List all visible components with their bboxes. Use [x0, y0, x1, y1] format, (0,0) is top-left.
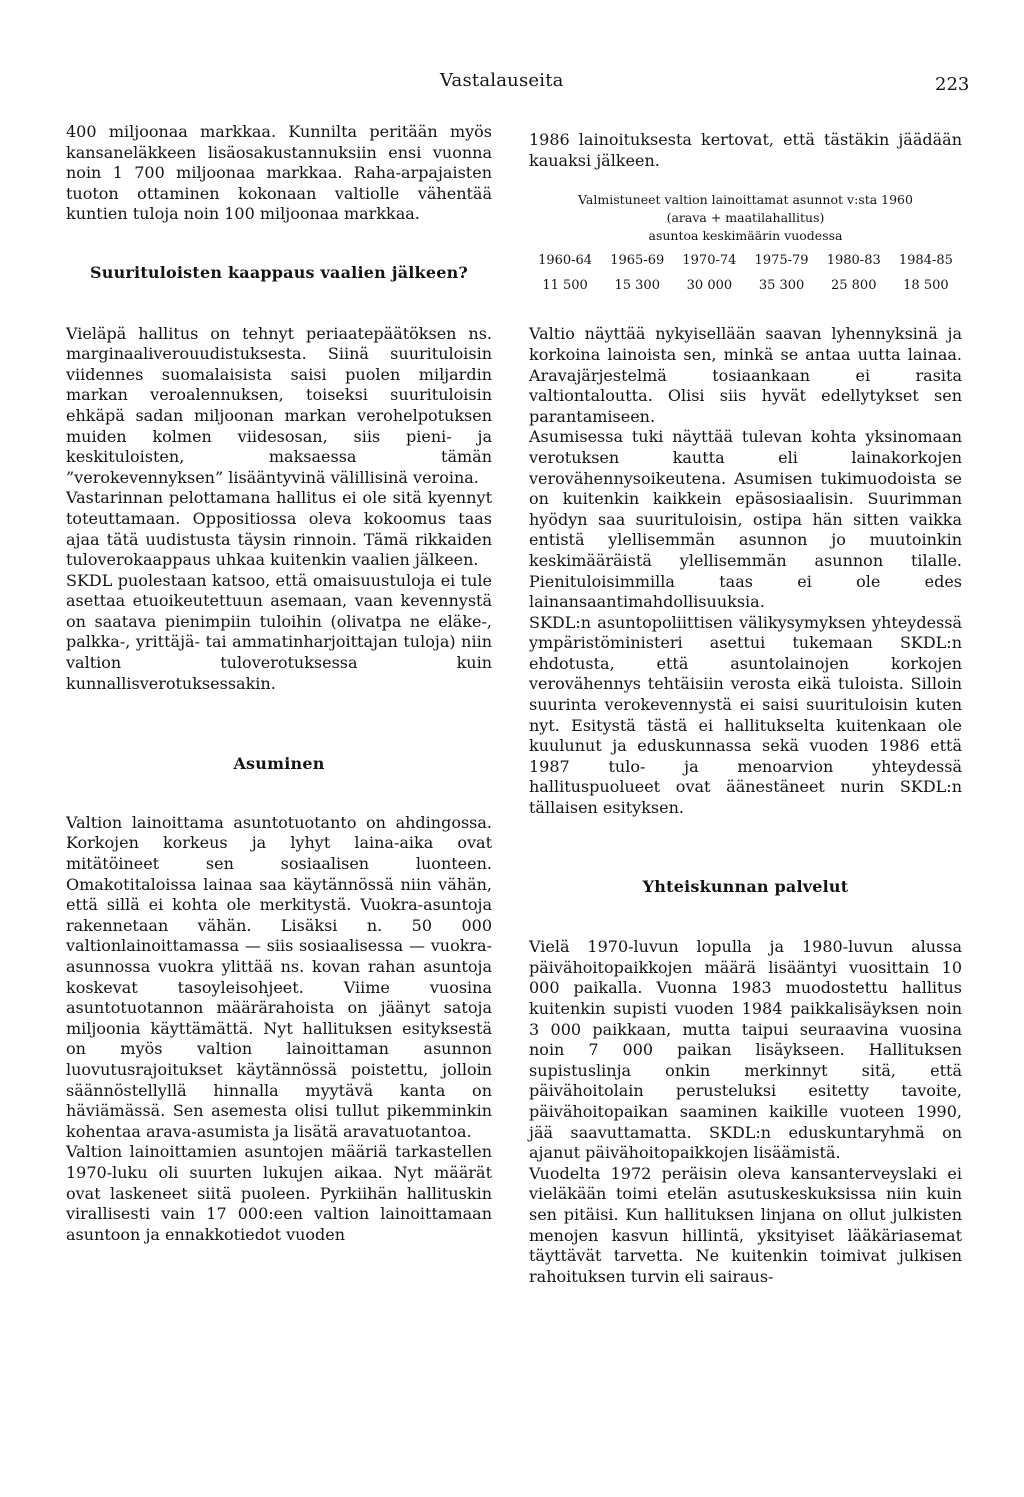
table-value-cell: 18 500	[903, 277, 949, 293]
paragraph: SKDL puolestaan katsoo, että omaisuustuloja ei tule asettaa etuoikeutettuun asemaan, vaan kevennystä on saatava pienimpiin tuloihin (olivatpa ne eläke-, palkka-, yrittäjä- tai ammatinharjoittajan tuloja) niin valtion tuloverotuksessa kuin kunnallisverotuksessakin.	[66, 570, 492, 693]
table-header-cell: 1970-74	[682, 253, 737, 269]
paragraph: Valtion lainoittamien asuntojen määriä tarkastellen 1970-luku oli suurten lukujen aikaa. Nyt määrät ovat laskeneet siitä puoleen. Pyrkiihän hallituskin virallisesti vain 17 000:een valtion lainoittamaan asuntoon ja ennakkotiedot vuoden	[66, 1142, 492, 1244]
table-header-cell: 1980-83	[826, 253, 881, 269]
section-heading: Yhteiskunnan palvelut	[642, 876, 849, 896]
table-header-cell: 1965-69	[610, 253, 665, 269]
table-value-cell: 15 300	[614, 277, 660, 293]
paragraph: Vielä 1970-luvun lopulla ja 1980-luvun alussa päivähoitopaikkojen määrä lisääntyi vuosittain 10 000 paikalla. Vuonna 1983 muodostettu hallitus kuitenkin supisti vuoden 1984 paikkalisäyksen noin 3 000 paikkaan, mutta taipui seuraavina vuosina noin 7 000 paikan lisäykseen. Hallituksen supistuslinja onkin merkinnyt sitä, että päivähoitolain perusteluksi esitetty tavoite, päivähoitopaikan saaminen kaikille vuoteen 1990, jää saavuttamatta. SKDL:n eduskuntaryhmä on ajanut päivähoitopaikkojen lisäämistä.	[529, 937, 962, 1163]
paragraph: Vastarinnan pelottamana hallitus ei ole sitä kyennyt toteuttamaan. Oppositiossa oleva kokoomus taas ajaa tätä uudistusta täysin rinnoin. Tämä rikkaiden tuloverokaappaus uhkaa kuitenkin vaalien jälkeen.	[66, 488, 492, 570]
page-number: 223	[935, 74, 970, 95]
table-value-cell: 25 800	[830, 277, 877, 293]
table-caption: (arava + maatilahallitus)	[666, 210, 825, 226]
paragraph: 1986 lainoituksesta kertovat, että tästäkin jäädään kauaksi jälkeen.	[529, 130, 962, 170]
paragraph: Asumisessa tuki näyttää tulevan kohta yksinomaan verotuksen kautta eli lainakorkojen verovähennysoikeutena. Asumisen tukimuodoista se on kuitenkin kaikkein epäsosiaalisin. Suurimman hyödyn saa suurituloisin, ostipa hän sitten vaikka entistä ylellisemmän asunnon jo muutoinkin keskimääräistä ylellisemmän asunnon tilalle. Pienituloisimmilla taas ei ole edes lainansaantimahdollisuuksia.	[529, 427, 962, 612]
paragraph: SKDL:n asuntopoliittisen välikysymyksen yhteydessä ympäristöministeri asettui tukemaan SKDL:n ehdotusta, että asuntolainojen korkojen verovähennys tehtäisiin verosta eikä tuloista. Silloin suurinta verokevennystä ei saisi suurituloisin kuten nyt. Esitystä tästä ei hallitukselta kuitenkaan ole kuulunut ja eduskunnassa sekä vuoden 1986 että 1987 tulo- ja menoarvion yhteydessä hallituspuolueet ovat äänestäneet nurin SKDL:n tällaisen esityksen.	[529, 612, 962, 818]
section-heading: Suurituloisten kaappaus vaalien jälkeen?	[90, 262, 468, 282]
paragraph: Valtion lainoittama asuntotuotanto on ahdingossa. Korkojen korkeus ja lyhyt laina-aika ovat mitätöineet sen sosiaalisen luonteen. Omakotitaloissa lainaa saa käytännössä niin vähän, että sillä ei kohta ole merkitystä. Vuokra-asuntoja rakennetaan vähän. Lisäksi n. 50 000 valtionlainoittamassa — siis sosiaalisessa — vuokra-asunnossa vuokra ylittää ns. kovan rahan asuntoja koskevat tasoyleisohjeet. Viime vuosina asuntotuotannon määrärahoista on jäänyt satoja miljoonia käyttämättä. Nyt hallituksen esityksestä on myös valtion lainoittaman asunnon luovutusrajoitukset käytännössä poistettu, jolloin säännöstellyllä hinnalla myytävä kanta on häviämässä. Sen asemesta olisi tullut pikemminkin kohentaa arava-asumista ja lisätä aravatuotantoa.	[66, 812, 492, 1141]
table-caption: asuntoa keskimäärin vuodessa	[648, 228, 843, 244]
table-header-cell: 1984-85	[898, 253, 953, 269]
table-value-cell: 30 000	[686, 277, 733, 293]
housing-table	[529, 191, 962, 296]
right-column	[529, 130, 962, 1287]
paragraph: Vuodelta 1972 peräisin oleva kansanterveyslaki ei vieläkään toimi etelän asutuskeskuksissa niin kuin sen pitäisi. Kun hallituksen linjana on ollut julkisten menojen kasvun hillintä, yksityiset lääkäriasemat täyttävät tarvetta. Ne kuitenkin toimivat julkisen rahoituksen turvin eli sairaus-	[529, 1163, 962, 1286]
table-header-cell: 1975-79	[754, 253, 809, 269]
paragraph: Valtio näyttää nykyisellään saavan lyhennyksinä ja korkoina lainoista sen, minkä se antaa uutta lainaa. Aravajärjestelmä tosiaankaan ei rasita valtiontaloutta. Olisi siis hyvät edellytykset sen parantamiseen.	[529, 324, 962, 426]
table-grid	[529, 251, 962, 296]
section-heading: Asuminen	[233, 754, 325, 774]
table-caption: Valmistuneet valtion lainoittamat asunnot v:sta 1960	[578, 192, 913, 208]
table-header-cell: 1960-64	[538, 253, 593, 269]
running-title: Vastalauseita	[440, 70, 564, 91]
paragraph: Vieläpä hallitus on tehnyt periaatepäätöksen ns. marginaaliverouudistuksesta. Siinä suurituloisin viidennes suomalaisista saisi puolen miljardin markan veroalennuksen, toiseksi suurituloisin ehkäpä sadan miljoonan markan verohelpotuksen muiden kolmen viidesosan, siis pieni- ja keskituloisten, maksaessa tämän ”verokevennyksen” lisääntyvinä välillisinä veroina.	[66, 323, 492, 487]
left-column	[66, 122, 492, 1245]
paragraph: 400 miljoonaa markkaa. Kunnilta peritään myös kansaneläkkeen lisäosakustannuksiin ensi vuonna noin 1 700 miljoonaa markkaa. Raha-arpajaisten tuoton ottaminen kokonaan valtiolle vähentää kuntien tuloja noin 100 miljoonaa markkaa.	[66, 122, 492, 224]
table-value-cell: 11 500	[542, 277, 588, 293]
table-value-cell: 35 300	[758, 277, 805, 293]
